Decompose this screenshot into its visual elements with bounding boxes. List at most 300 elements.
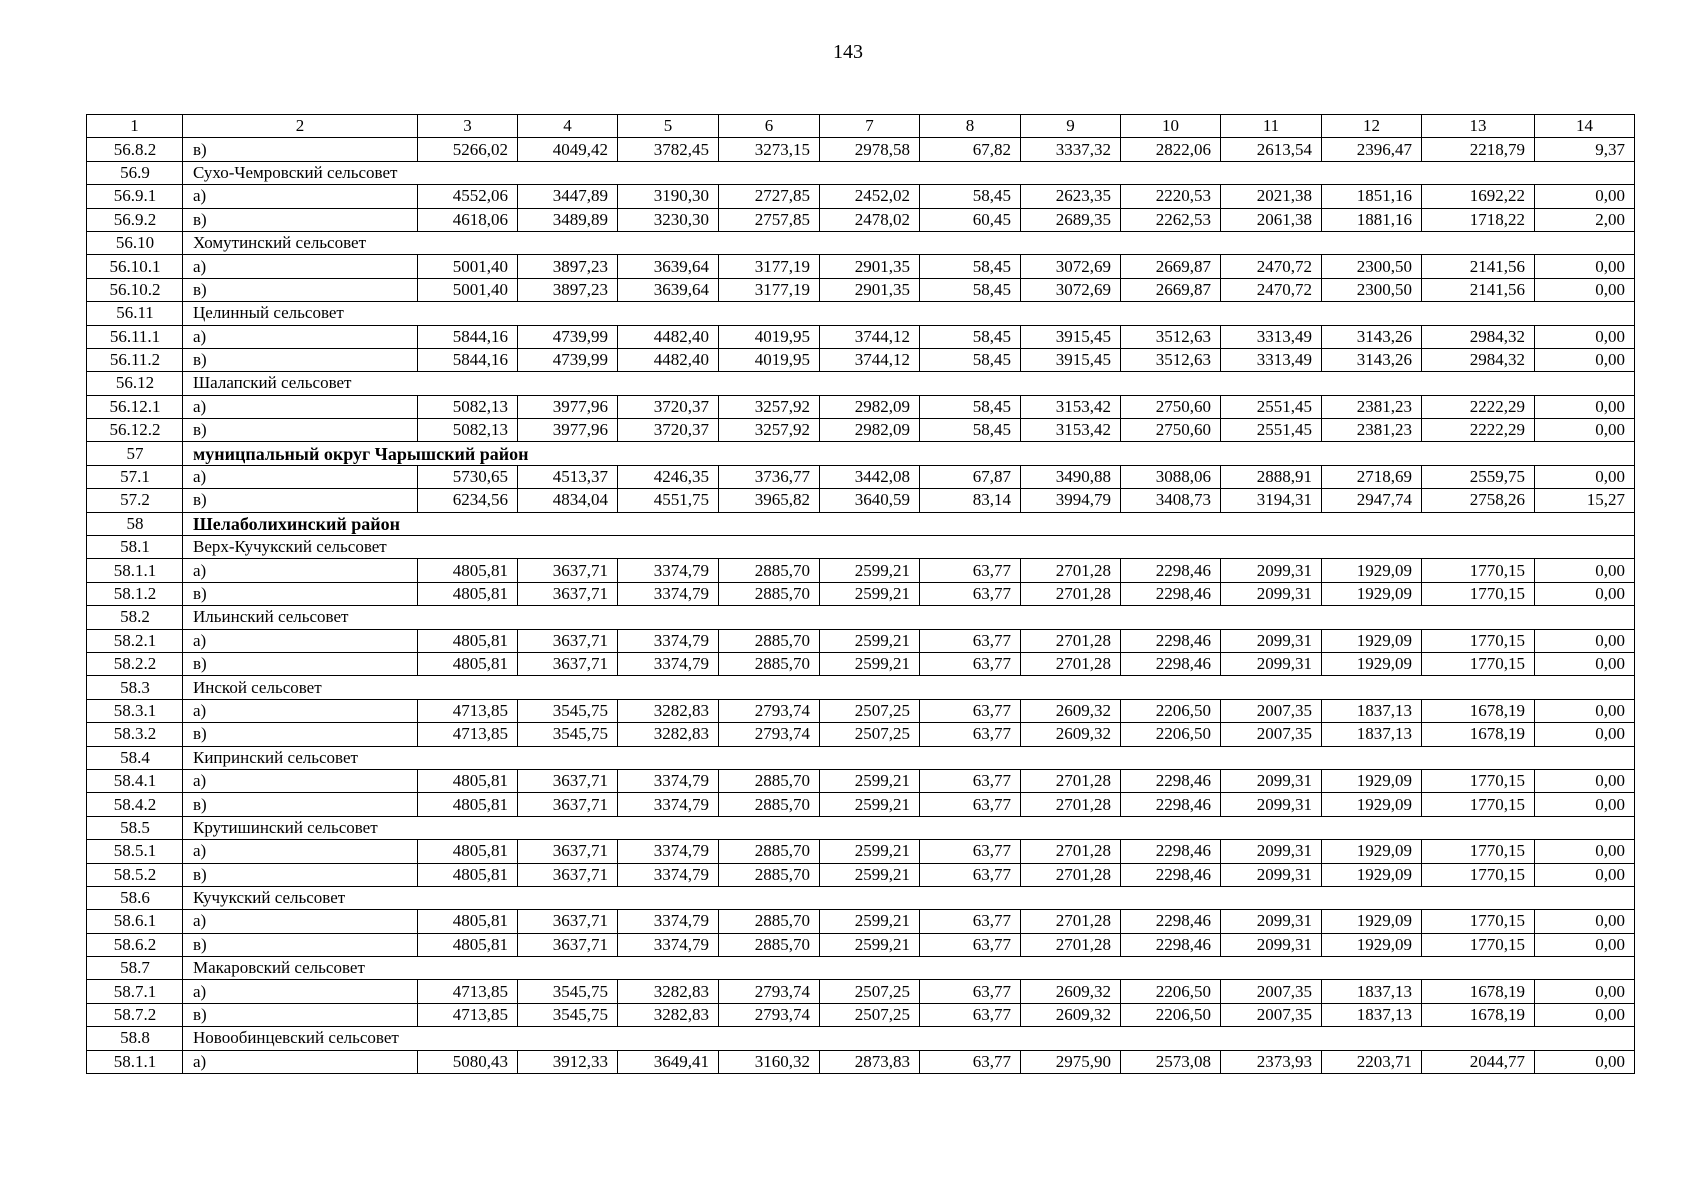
table-cell: 2901,35 (820, 255, 920, 278)
table-cell: 2396,47 (1322, 138, 1422, 161)
table-cell: 0,00 (1535, 629, 1635, 652)
table-cell: 2099,31 (1221, 793, 1322, 816)
table-cell: 3720,37 (618, 395, 719, 418)
table-cell: 3915,45 (1021, 325, 1121, 348)
table-cell: 3273,15 (719, 138, 820, 161)
table-cell: 2885,70 (719, 793, 820, 816)
row-code: 56.11.1 (87, 325, 183, 348)
table-cell: 3337,32 (1021, 138, 1121, 161)
table-cell: 2599,21 (820, 933, 920, 956)
table-cell: 3744,12 (820, 325, 920, 348)
table-cell: 1929,09 (1322, 629, 1422, 652)
table-cell: 2982,09 (820, 395, 920, 418)
table-cell: 2609,32 (1021, 723, 1121, 746)
table-cell: 9,37 (1535, 138, 1635, 161)
table-cell: 3072,69 (1021, 255, 1121, 278)
table-cell: 3637,71 (518, 933, 618, 956)
table-cell: 1678,19 (1422, 699, 1535, 722)
row-code: 58.4.1 (87, 769, 183, 792)
section-title: Шалапский сельсовет (183, 372, 1635, 395)
table-cell: 58,45 (920, 255, 1021, 278)
section-heading-row (87, 816, 1635, 839)
table-cell: 2599,21 (820, 629, 920, 652)
row-label: а) (183, 185, 418, 208)
table-cell: 3143,26 (1322, 325, 1422, 348)
table-cell: 3153,42 (1021, 395, 1121, 418)
table-cell: 63,77 (920, 910, 1021, 933)
row-label: а) (183, 699, 418, 722)
table-cell: 3143,26 (1322, 348, 1422, 371)
table-cell: 2599,21 (820, 582, 920, 605)
table-row (87, 910, 1635, 933)
table-cell: 3194,31 (1221, 489, 1322, 512)
table-cell: 2750,60 (1121, 395, 1221, 418)
section-heading-row (87, 957, 1635, 980)
table-cell: 1881,16 (1322, 208, 1422, 231)
row-code: 56.10.1 (87, 255, 183, 278)
table-cell: 2975,90 (1021, 1050, 1121, 1073)
table-cell: 3313,49 (1221, 325, 1322, 348)
row-code: 56.12.1 (87, 395, 183, 418)
table-cell: 2478,02 (820, 208, 920, 231)
column-header: 5 (618, 115, 719, 138)
table-cell: 3637,71 (518, 840, 618, 863)
table-cell: 0,00 (1535, 793, 1635, 816)
section-heading-row (87, 302, 1635, 325)
row-label: а) (183, 559, 418, 582)
table-cell: 2885,70 (719, 769, 820, 792)
table-cell: 4805,81 (418, 559, 518, 582)
table-cell: 3639,64 (618, 255, 719, 278)
row-code: 58.5.2 (87, 863, 183, 886)
table-cell: 63,77 (920, 559, 1021, 582)
section-title: Макаровский сельсовет (183, 957, 1635, 980)
table-cell: 3442,08 (820, 465, 920, 488)
row-code: 56.9.1 (87, 185, 183, 208)
table-cell: 2757,85 (719, 208, 820, 231)
row-code: 58.8 (87, 1027, 183, 1050)
table-cell: 63,77 (920, 769, 1021, 792)
table-cell: 2218,79 (1422, 138, 1535, 161)
table-cell: 63,77 (920, 723, 1021, 746)
table-cell: 3912,33 (518, 1050, 618, 1073)
column-header: 2 (183, 115, 418, 138)
section-heading-row (87, 231, 1635, 254)
row-label: а) (183, 980, 418, 1003)
table-cell: 2750,60 (1121, 419, 1221, 442)
table-cell: 15,27 (1535, 489, 1635, 512)
table-row (87, 933, 1635, 956)
table-cell: 1851,16 (1322, 185, 1422, 208)
table-cell: 1929,09 (1322, 793, 1422, 816)
table-row (87, 629, 1635, 652)
column-header: 4 (518, 115, 618, 138)
table-cell: 2551,45 (1221, 395, 1322, 418)
table-cell: 0,00 (1535, 395, 1635, 418)
row-code: 58.5.1 (87, 840, 183, 863)
section-title: Крутишинский сельсовет (183, 816, 1635, 839)
table-cell: 3965,82 (719, 489, 820, 512)
row-code: 56.8.2 (87, 138, 183, 161)
table-cell: 5266,02 (418, 138, 518, 161)
table-cell: 63,77 (920, 652, 1021, 675)
table-row (87, 278, 1635, 301)
row-code: 58.7.1 (87, 980, 183, 1003)
table-cell: 3637,71 (518, 910, 618, 933)
table-cell: 2901,35 (820, 278, 920, 301)
table-cell: 2701,28 (1021, 559, 1121, 582)
table-row (87, 348, 1635, 371)
row-label: а) (183, 1050, 418, 1073)
table-cell: 4482,40 (618, 348, 719, 371)
table-cell: 4805,81 (418, 629, 518, 652)
table-cell: 67,82 (920, 138, 1021, 161)
table-cell: 3447,89 (518, 185, 618, 208)
table-cell: 2885,70 (719, 910, 820, 933)
table-cell: 63,77 (920, 699, 1021, 722)
table-cell: 0,00 (1535, 185, 1635, 208)
table-row (87, 419, 1635, 442)
table-cell: 2099,31 (1221, 559, 1322, 582)
table-cell: 4805,81 (418, 863, 518, 886)
district-heading-row (87, 512, 1635, 535)
table-cell: 1929,09 (1322, 840, 1422, 863)
table-cell: 2099,31 (1221, 652, 1322, 675)
table-cell: 2609,32 (1021, 699, 1121, 722)
table-cell: 1837,13 (1322, 699, 1422, 722)
table-cell: 2298,46 (1121, 910, 1221, 933)
section-heading-row (87, 746, 1635, 769)
section-heading-row (87, 606, 1635, 629)
row-label: в) (183, 278, 418, 301)
table-cell: 2718,69 (1322, 465, 1422, 488)
table-cell: 4713,85 (418, 723, 518, 746)
table-cell: 2701,28 (1021, 629, 1121, 652)
row-label: в) (183, 793, 418, 816)
table-cell: 2573,08 (1121, 1050, 1221, 1073)
row-code: 58.2.1 (87, 629, 183, 652)
row-code: 58.3.2 (87, 723, 183, 746)
column-header: 9 (1021, 115, 1121, 138)
table-cell: 2300,50 (1322, 278, 1422, 301)
table-cell: 3994,79 (1021, 489, 1121, 512)
table-cell: 4805,81 (418, 582, 518, 605)
table-row (87, 208, 1635, 231)
table-cell: 4805,81 (418, 910, 518, 933)
table-cell: 3637,71 (518, 652, 618, 675)
table-row (87, 1050, 1635, 1073)
table-cell: 2099,31 (1221, 933, 1322, 956)
table-cell: 2669,87 (1121, 255, 1221, 278)
table-cell: 3637,71 (518, 863, 618, 886)
section-heading-row (87, 1027, 1635, 1050)
row-code: 57 (87, 442, 183, 465)
table-row (87, 699, 1635, 722)
table-cell: 5001,40 (418, 278, 518, 301)
table-cell: 0,00 (1535, 699, 1635, 722)
table-cell: 4713,85 (418, 980, 518, 1003)
table-cell: 2701,28 (1021, 769, 1121, 792)
column-header: 11 (1221, 115, 1322, 138)
table-cell: 3282,83 (618, 723, 719, 746)
table-cell: 2885,70 (719, 559, 820, 582)
table-cell: 3282,83 (618, 980, 719, 1003)
row-label: в) (183, 582, 418, 605)
table-cell: 2793,74 (719, 723, 820, 746)
table-cell: 3257,92 (719, 395, 820, 418)
table-cell: 2203,71 (1322, 1050, 1422, 1073)
table-cell: 1929,09 (1322, 559, 1422, 582)
table-cell: 2298,46 (1121, 793, 1221, 816)
table-cell: 4513,37 (518, 465, 618, 488)
table-cell: 83,14 (920, 489, 1021, 512)
column-header: 3 (418, 115, 518, 138)
table-cell: 2947,74 (1322, 489, 1422, 512)
table-cell: 2551,45 (1221, 419, 1322, 442)
table-cell: 4834,04 (518, 489, 618, 512)
table-cell: 2061,38 (1221, 208, 1322, 231)
table-cell: 2982,09 (820, 419, 920, 442)
table-cell: 2099,31 (1221, 629, 1322, 652)
table-cell: 1837,13 (1322, 980, 1422, 1003)
table-cell: 2206,50 (1121, 980, 1221, 1003)
table-cell: 3637,71 (518, 793, 618, 816)
table-cell: 5082,13 (418, 419, 518, 442)
table-cell: 3374,79 (618, 582, 719, 605)
table-cell: 2452,02 (820, 185, 920, 208)
row-code: 56.9.2 (87, 208, 183, 231)
table-cell: 3736,77 (719, 465, 820, 488)
table-cell: 2298,46 (1121, 769, 1221, 792)
table-cell: 3374,79 (618, 933, 719, 956)
row-code: 58.4.2 (87, 793, 183, 816)
table-cell: 1770,15 (1422, 652, 1535, 675)
table-cell: 1770,15 (1422, 793, 1535, 816)
table-cell: 1770,15 (1422, 863, 1535, 886)
table-cell: 0,00 (1535, 348, 1635, 371)
table-cell: 0,00 (1535, 769, 1635, 792)
table-cell: 3977,96 (518, 395, 618, 418)
table-cell: 3160,32 (719, 1050, 820, 1073)
table-cell: 3374,79 (618, 769, 719, 792)
table-cell: 0,00 (1535, 278, 1635, 301)
table-cell: 0,00 (1535, 933, 1635, 956)
table-cell: 2599,21 (820, 769, 920, 792)
table-cell: 3640,59 (820, 489, 920, 512)
row-code: 58.6 (87, 886, 183, 909)
table-cell: 0,00 (1535, 559, 1635, 582)
table-row (87, 723, 1635, 746)
table-row (87, 489, 1635, 512)
table-cell: 2222,29 (1422, 395, 1535, 418)
table-cell: 1770,15 (1422, 769, 1535, 792)
table-cell: 0,00 (1535, 419, 1635, 442)
table-cell: 3545,75 (518, 980, 618, 1003)
table-body (87, 138, 1635, 1074)
table-cell: 3177,19 (719, 278, 820, 301)
section-title: Хомутинский сельсовет (183, 231, 1635, 254)
table-cell: 4551,75 (618, 489, 719, 512)
table-cell: 0,00 (1535, 255, 1635, 278)
table-cell: 2984,32 (1422, 348, 1535, 371)
page-number: 143 (833, 41, 863, 63)
row-code: 58.3 (87, 676, 183, 699)
section-title: Сухо-Чемровский сельсовет (183, 161, 1635, 184)
row-label: а) (183, 465, 418, 488)
table-row (87, 582, 1635, 605)
table-cell: 0,00 (1535, 980, 1635, 1003)
table-cell: 58,45 (920, 185, 1021, 208)
table-cell: 1929,09 (1322, 933, 1422, 956)
row-label: а) (183, 840, 418, 863)
table-cell: 2141,56 (1422, 255, 1535, 278)
table-cell: 0,00 (1535, 1003, 1635, 1026)
table-cell: 2298,46 (1121, 863, 1221, 886)
table-cell: 3489,89 (518, 208, 618, 231)
table-cell: 63,77 (920, 863, 1021, 886)
table-row (87, 769, 1635, 792)
table-cell: 2507,25 (820, 1003, 920, 1026)
table-cell: 0,00 (1535, 582, 1635, 605)
table-cell: 3545,75 (518, 1003, 618, 1026)
table-cell: 2507,25 (820, 699, 920, 722)
table-cell: 3374,79 (618, 629, 719, 652)
table-cell: 4618,06 (418, 208, 518, 231)
table-cell: 2599,21 (820, 793, 920, 816)
table-cell: 2007,35 (1221, 1003, 1322, 1026)
table-cell: 0,00 (1535, 863, 1635, 886)
table-cell: 3637,71 (518, 629, 618, 652)
table-cell: 4805,81 (418, 933, 518, 956)
table-cell: 3374,79 (618, 863, 719, 886)
table-cell: 3313,49 (1221, 348, 1322, 371)
table-cell: 5080,43 (418, 1050, 518, 1073)
table-cell: 1770,15 (1422, 840, 1535, 863)
column-header: 1 (87, 115, 183, 138)
row-label: а) (183, 395, 418, 418)
table-cell: 2609,32 (1021, 980, 1121, 1003)
table-row (87, 395, 1635, 418)
table-cell: 2793,74 (719, 980, 820, 1003)
table-cell: 2885,70 (719, 652, 820, 675)
row-code: 58.7.2 (87, 1003, 183, 1026)
column-header: 13 (1422, 115, 1535, 138)
row-label: в) (183, 652, 418, 675)
table-cell: 2099,31 (1221, 840, 1322, 863)
table-cell: 2701,28 (1021, 793, 1121, 816)
table-cell: 2559,75 (1422, 465, 1535, 488)
row-label: в) (183, 489, 418, 512)
table-cell: 2099,31 (1221, 910, 1322, 933)
row-code: 58.6.2 (87, 933, 183, 956)
table-cell: 2373,93 (1221, 1050, 1322, 1073)
table-cell: 2609,32 (1021, 1003, 1121, 1026)
row-code: 58.1 (87, 536, 183, 559)
table-cell: 3782,45 (618, 138, 719, 161)
table-cell: 63,77 (920, 582, 1021, 605)
table-cell: 0,00 (1535, 325, 1635, 348)
table-cell: 2099,31 (1221, 769, 1322, 792)
table-cell: 2300,50 (1322, 255, 1422, 278)
table-cell: 63,77 (920, 1003, 1021, 1026)
table-row (87, 325, 1635, 348)
table-cell: 2885,70 (719, 629, 820, 652)
section-heading-row (87, 676, 1635, 699)
table-row (87, 255, 1635, 278)
table-cell: 3512,63 (1121, 348, 1221, 371)
table-cell: 2298,46 (1121, 582, 1221, 605)
table-cell: 58,45 (920, 395, 1021, 418)
table-cell: 3374,79 (618, 910, 719, 933)
table-row (87, 465, 1635, 488)
table-cell: 2793,74 (719, 699, 820, 722)
table-cell: 2220,53 (1121, 185, 1221, 208)
table-cell: 2262,53 (1121, 208, 1221, 231)
table-cell: 2222,29 (1422, 419, 1535, 442)
table-cell: 1770,15 (1422, 582, 1535, 605)
table-cell: 2298,46 (1121, 652, 1221, 675)
row-code: 58.6.1 (87, 910, 183, 933)
district-title: муницпальный округ Чарышский район (183, 442, 1635, 465)
table-cell: 5844,16 (418, 325, 518, 348)
table-cell: 6234,56 (418, 489, 518, 512)
table-cell: 63,77 (920, 629, 1021, 652)
table-cell: 3720,37 (618, 419, 719, 442)
table-cell: 3257,92 (719, 419, 820, 442)
table-cell: 4805,81 (418, 652, 518, 675)
row-code: 58.3.1 (87, 699, 183, 722)
table-cell: 2599,21 (820, 652, 920, 675)
table-cell: 3639,64 (618, 278, 719, 301)
table-cell: 3512,63 (1121, 325, 1221, 348)
table-cell: 2599,21 (820, 840, 920, 863)
table-cell: 2885,70 (719, 840, 820, 863)
table-cell: 4805,81 (418, 840, 518, 863)
table-cell: 2758,26 (1422, 489, 1535, 512)
table-cell: 2206,50 (1121, 699, 1221, 722)
section-title: Целинный сельсовет (183, 302, 1635, 325)
section-title: Кучукский сельсовет (183, 886, 1635, 909)
table-cell: 2007,35 (1221, 723, 1322, 746)
row-code: 56.9 (87, 161, 183, 184)
table-cell: 3282,83 (618, 1003, 719, 1026)
district-heading-row (87, 442, 1635, 465)
table-cell: 2701,28 (1021, 652, 1121, 675)
table-cell: 1929,09 (1322, 769, 1422, 792)
table-cell: 3153,42 (1021, 419, 1121, 442)
table-cell: 2613,54 (1221, 138, 1322, 161)
table-cell: 4739,99 (518, 348, 618, 371)
table-row (87, 840, 1635, 863)
row-label: а) (183, 255, 418, 278)
table-cell: 2873,83 (820, 1050, 920, 1073)
row-code: 58.2.2 (87, 652, 183, 675)
table-cell: 4713,85 (418, 699, 518, 722)
table-cell: 2701,28 (1021, 933, 1121, 956)
table-cell: 1929,09 (1322, 652, 1422, 675)
row-label: в) (183, 348, 418, 371)
table-cell: 2984,32 (1422, 325, 1535, 348)
table-cell: 0,00 (1535, 1050, 1635, 1073)
table-cell: 63,77 (920, 1050, 1021, 1073)
table-cell: 2885,70 (719, 933, 820, 956)
table-cell: 3545,75 (518, 699, 618, 722)
table-cell: 3637,71 (518, 582, 618, 605)
row-code: 58.5 (87, 816, 183, 839)
table-row (87, 559, 1635, 582)
table-cell: 5844,16 (418, 348, 518, 371)
table-cell: 58,45 (920, 278, 1021, 301)
